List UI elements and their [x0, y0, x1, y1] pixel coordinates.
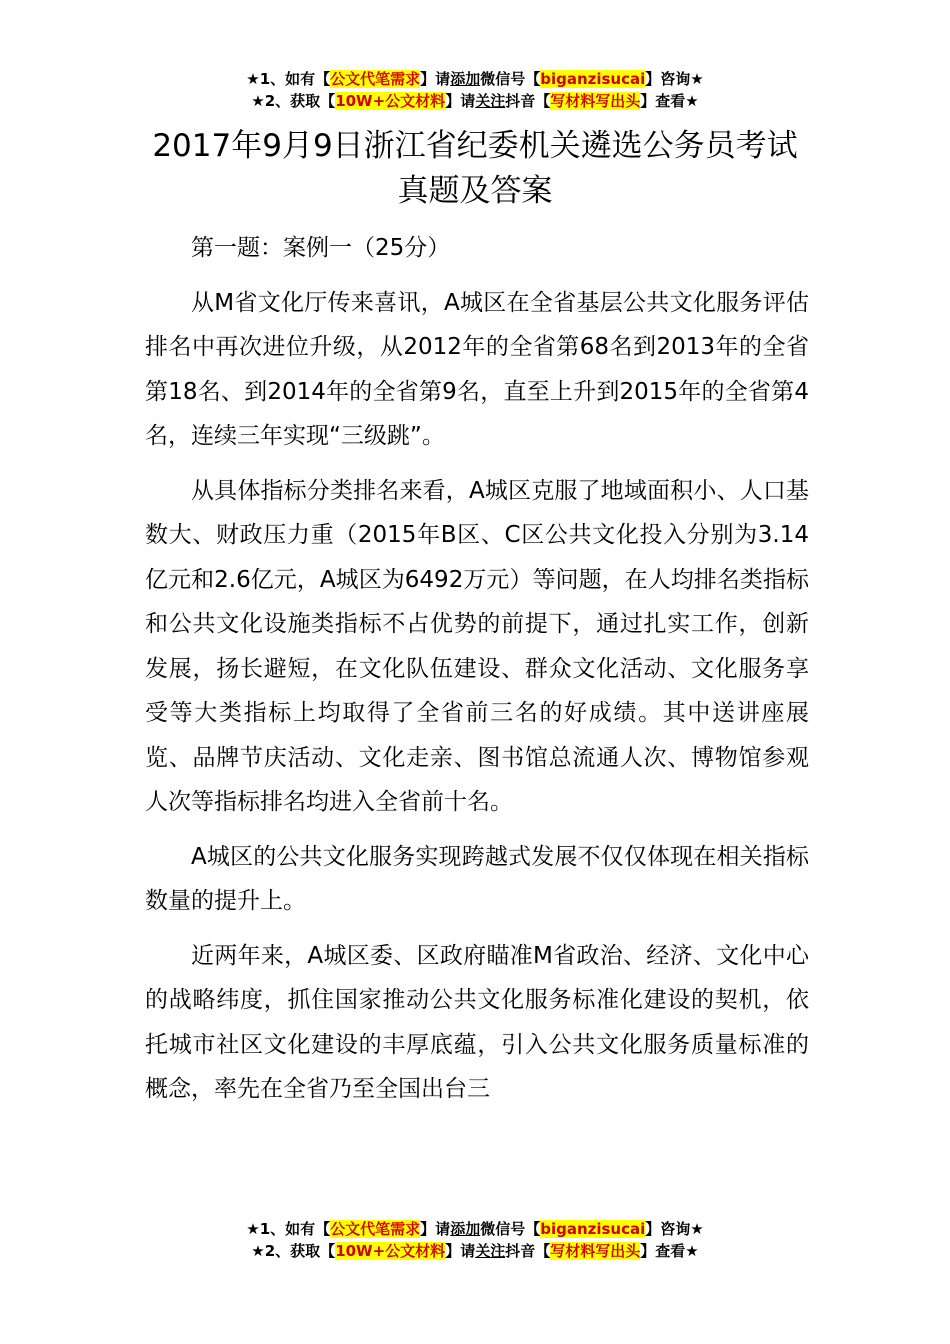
promo-underline: 添加 — [450, 70, 481, 88]
promo-highlight: 10W+公文材料 — [335, 1242, 446, 1260]
promo-text: 】请 — [420, 70, 451, 88]
promo-banner-bottom — [0, 1218, 950, 1262]
promo-underline: 关注 — [475, 92, 506, 110]
promo-underline: 添加 — [450, 1220, 481, 1238]
promo-banner-top — [0, 68, 950, 112]
promo-text: 】请 — [445, 92, 476, 110]
promo-underline: 关注 — [475, 1242, 506, 1260]
promo-text: 】咨询★ — [645, 70, 704, 88]
promo-highlight: 公文代笔需求 — [330, 1220, 421, 1238]
section-heading: 第一题：案例一（25分） — [191, 235, 451, 261]
promo-highlight-douyin: 写材料写出头 — [550, 1242, 641, 1260]
promo-highlight-wechat: biganzisucai — [540, 70, 646, 88]
body-paragraph: 近两年来，A城区委、区政府瞄准M省政治、经济、文化中心的战略纬度，抓住国家推动公共文化服务标准化建设的契机，依托城市社区文化建设的丰厚底蕴，引入公共文化服务质量标准的概念，率先在全省乃至全国出台三 — [145, 942, 809, 1102]
promo-text: 微信号【 — [480, 1220, 541, 1238]
promo-text: 】咨询★ — [645, 1220, 704, 1238]
body-paragraph: A城区的公共文化服务实现跨越式发展不仅仅体现在相关指标数量的提升上。 — [145, 843, 809, 914]
promo-text: ★2、获取【 — [251, 92, 336, 110]
promo-text: 抖音【 — [505, 1242, 551, 1260]
promo-text: ★1、如有【 — [246, 1220, 331, 1238]
promo-text: 】请 — [420, 1220, 451, 1238]
promo-line-2 — [0, 90, 950, 112]
promo-text: ★2、获取【 — [251, 1242, 336, 1260]
promo-text: 抖音【 — [505, 92, 551, 110]
promo-text: 微信号【 — [480, 70, 541, 88]
body-paragraph: 从具体指标分类排名来看，A城区克服了地域面积小、人口基数大、财政压力重（2015年B区、C区公共文化投入分别为3.14亿元和2.6亿元，A城区为6492万元）等问题，在人均排名类指标和公共文化设施类指标不占优势的前提下，通过扎实工作，创新发展，扬长避短，在文化队伍建设、群众文化活动、文化服务享受等大类指标上均取得了全省前三名的好成绩。其中送讲座展览、品牌节庆活动、文化走亲、图书馆总流通人次、博物馆参观人次等指标排名均进入全省前十名。 — [145, 477, 809, 815]
document-body — [145, 226, 809, 1112]
promo-text: 】请 — [445, 1242, 476, 1260]
promo-highlight-douyin: 写材料写出头 — [550, 92, 641, 110]
promo-text: 】查看★ — [640, 1242, 699, 1260]
promo-line-1 — [0, 1218, 950, 1240]
body-paragraph: 从M省文化厅传来喜讯，A城区在全省基层公共文化服务评估排名中再次进位升级，从2012年的全省第68名到2013年的全省第18名、到2014年的全省第9名，直至上升到2015年的全省第4名，连续三年实现“三级跳”。 — [145, 289, 809, 449]
promo-highlight: 公文代笔需求 — [330, 70, 421, 88]
promo-line-1 — [0, 68, 950, 90]
promo-highlight: 10W+公文材料 — [335, 92, 446, 110]
promo-highlight-wechat: biganzisucai — [540, 1220, 646, 1238]
promo-text: 】查看★ — [640, 92, 699, 110]
promo-text: ★1、如有【 — [246, 70, 331, 88]
promo-line-2 — [0, 1240, 950, 1262]
document-title: 2017年9月9日浙江省纪委机关遴选公务员考试真题及答案 — [152, 128, 798, 209]
